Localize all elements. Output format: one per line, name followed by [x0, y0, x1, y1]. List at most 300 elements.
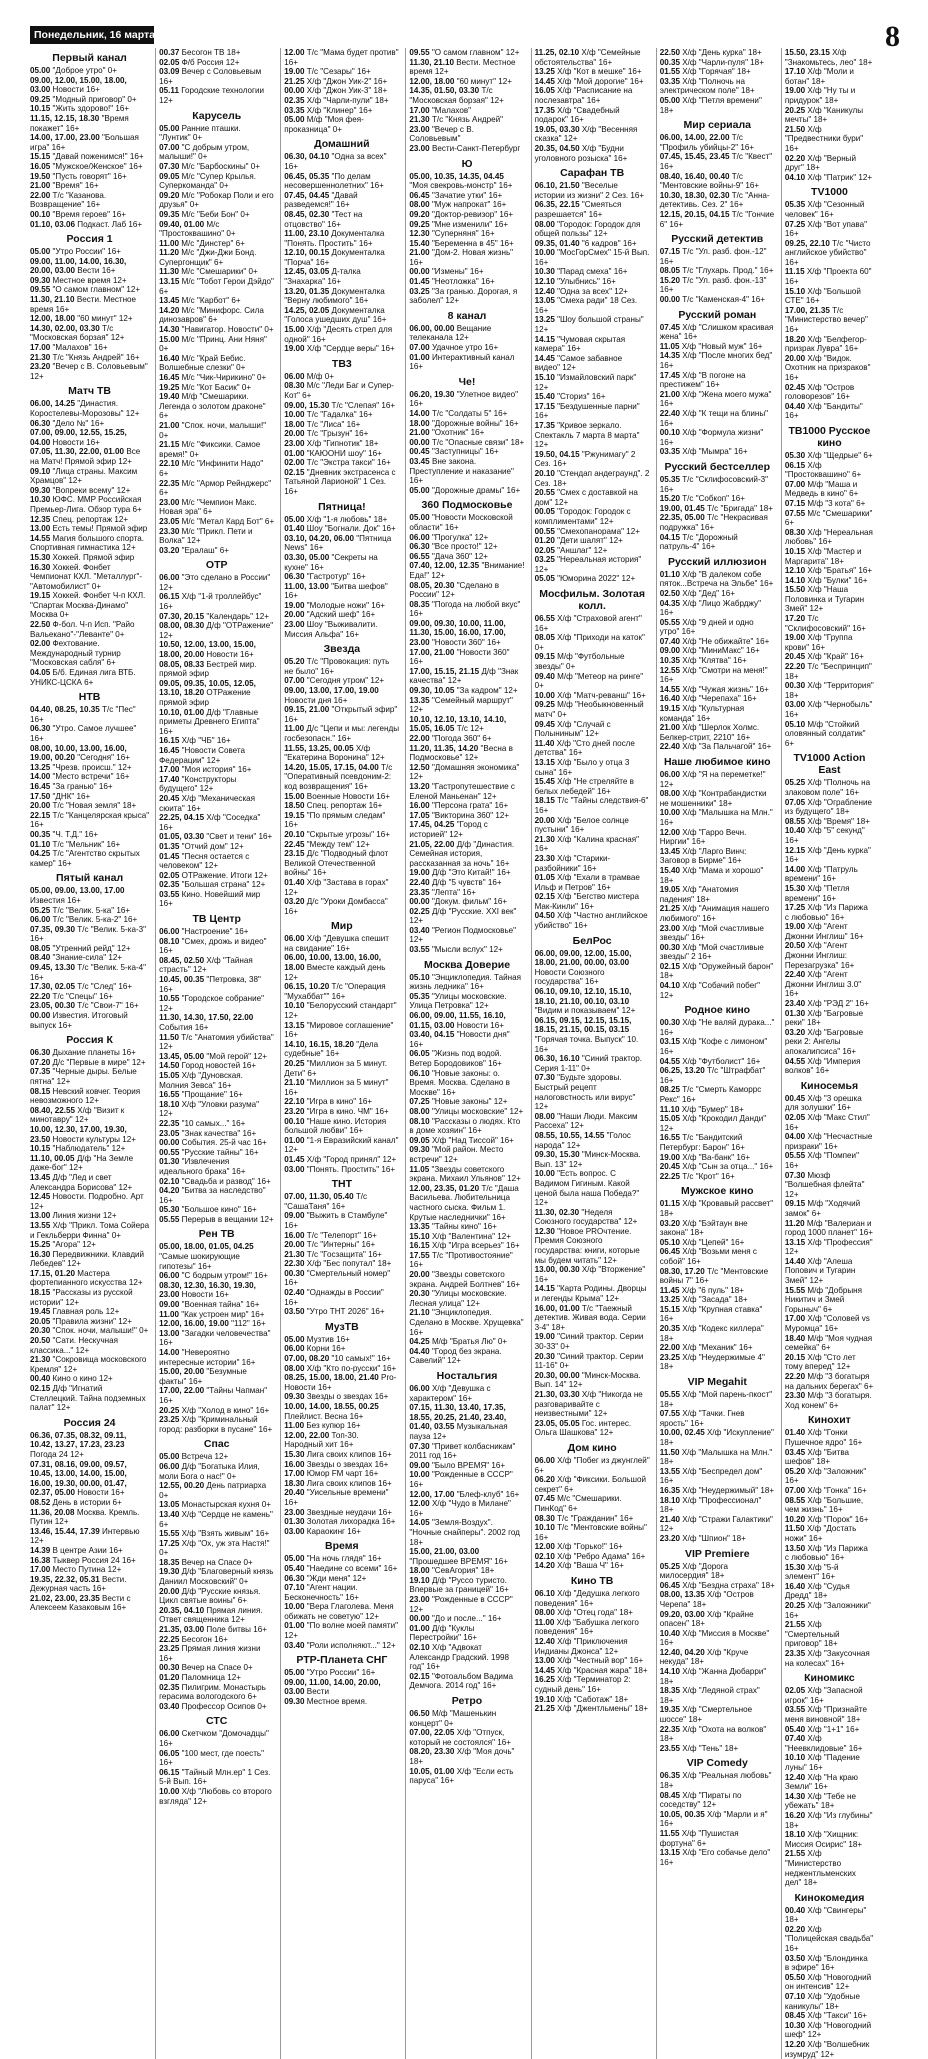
program-entry [785, 1057, 874, 1076]
program-title: Х/ф "Город принял" 12+ [306, 1154, 397, 1164]
program-time: 12.30 [534, 1226, 555, 1236]
program-time: 11.55 [659, 1828, 680, 1838]
program-entry [159, 1452, 274, 1462]
program-title: "Мой герой" 12+ [206, 1051, 268, 1061]
program-entry [159, 1013, 274, 1032]
program-time: 09.30, 10.05 [409, 686, 455, 696]
program-time: 09.25 [534, 700, 555, 710]
program-title: "Новые законы" 12+ [431, 1097, 508, 1107]
program-entry [660, 96, 775, 115]
channel-title: Москва Доверие [423, 958, 511, 971]
program-title: Х/ф "Контрабандистки не мошенники" 18+ [659, 789, 767, 808]
program-entry [159, 956, 274, 975]
program-title: "Голос народа" 12+ [534, 1130, 631, 1150]
program-time: 08.30, 17.20 [659, 1266, 705, 1276]
program-time: 22.00 [409, 734, 430, 743]
program-title: Х/ф "Верный друг" 18+ [784, 153, 856, 173]
program-entry [409, 353, 524, 372]
program-title: Х/ф "Щедрые" 6+ [807, 450, 873, 460]
program-time: 17.20 [784, 614, 806, 624]
program-time: 14.30, 02.00, 03.30 [30, 323, 100, 333]
schedule-column [531, 48, 650, 2059]
program-title: Х/ф "Прикл. Тома Сойера и Гекльберри Финна" 0+ [30, 1220, 150, 1240]
program-time: 16.35 [659, 1485, 680, 1495]
program-time: 09.10 [30, 466, 51, 476]
program-entry [284, 381, 399, 400]
program-entry [660, 494, 775, 504]
program-entry [660, 1791, 775, 1810]
program-time: 06.50 [409, 1709, 430, 1718]
program-entry [30, 191, 149, 210]
program-title: Х/ф "Джентльмены" 18+ [557, 1704, 649, 1714]
program-entry [785, 1467, 874, 1486]
program-title: Т/с "Велик. 5-ка" 16+ [52, 905, 131, 915]
channel-title: НТВ [78, 691, 101, 704]
program-time: 09.45 [534, 719, 555, 729]
program-time: 17.15, 01.20 [30, 1268, 76, 1278]
program-time: 02.00 [30, 639, 51, 649]
program-entry [159, 210, 274, 220]
program-time: 13.20 [409, 781, 430, 791]
program-entry [30, 1384, 149, 1413]
program-entry [660, 943, 775, 962]
program-entry [30, 1154, 149, 1173]
program-entry [409, 992, 524, 1011]
program-time: 21.30 [284, 1249, 305, 1259]
program-entry [535, 1265, 650, 1284]
program-entry [660, 723, 775, 742]
program-title: "Синий трактор. Серии 30-33" 0+ [534, 1332, 644, 1351]
program-title: "Семейный маршрут" 12+ [409, 695, 513, 715]
program-title: "Новые законы: о. Время. Москва. Сделано в Москве" 16+ [409, 1068, 510, 1097]
program-time: 14.30 [784, 1791, 806, 1801]
program-time: 13.05 [534, 296, 555, 306]
program-title: "Звезды советского экрана. Андрей Болтнев" 16+ [409, 1270, 521, 1289]
schedule-column [155, 48, 274, 2059]
program-time: 19.00 [534, 1332, 555, 1342]
program-title: Х/ф "Реальная любовь" 18+ [659, 1771, 772, 1790]
channel-title: Мосфильм. Золотая колл. [539, 588, 646, 613]
program-time: 09.30 [409, 1145, 430, 1155]
program-title: "Мужское/Женское" 16+ [52, 161, 143, 171]
program-title: Т/с "Профиль убийцы-2" 16+ [659, 133, 755, 152]
program-title: Т/с "Канцелярская крыса" 16+ [30, 810, 150, 830]
program-time: 04.40 [784, 401, 806, 411]
program-entry [159, 373, 274, 383]
program-entry [409, 1232, 524, 1242]
program-title: Х/ф "Девушка спешит на свидание" 16+ [284, 934, 389, 953]
program-title: Х/ф "День курка" 16+ [784, 845, 871, 865]
program-time: 09.20 [409, 209, 430, 219]
program-time: 22.30 [284, 1259, 305, 1269]
program-time: 07.00 [159, 142, 180, 152]
program-title: М/с "Беби Бон" 0+ [181, 209, 250, 219]
program-title: "Лица страны. Максим Храмцов" 12+ [30, 466, 138, 486]
program-title: Х/ф "Мама и хорошо" 18+ [659, 865, 764, 885]
program-title: Вести. Местное время 12+ [409, 57, 516, 77]
program-time: 10.55 [159, 994, 180, 1004]
program-title: "Заступницы" 16+ [431, 447, 499, 457]
program-time: 23.00 [409, 1595, 430, 1605]
program-time: 07.40 [659, 636, 680, 646]
program-title: Х/ф "РЭД 2" 16+ [807, 999, 869, 1009]
program-title: Монастырская кухня 0+ [181, 1500, 271, 1510]
program-title: Х/ф "Край" 16+ [807, 652, 864, 662]
program-time: 12.30 [409, 229, 430, 239]
program-time: 17.00 [30, 1565, 51, 1575]
program-time: 08.05, 08.33 [159, 659, 205, 669]
program-entry [660, 637, 775, 647]
program-time: 06.00 [659, 770, 680, 779]
program-time: 12.40, 04.20 [659, 1647, 705, 1657]
program-entry [284, 1192, 399, 1211]
program-time: 05.00 [30, 247, 51, 257]
program-entry [30, 419, 149, 429]
program-time: 01.30 [784, 1008, 806, 1018]
program-time: 03.35 [284, 105, 305, 115]
program-entry [660, 1409, 775, 1428]
program-title: "Время героев" 16+ [52, 209, 126, 219]
program-entry [30, 114, 149, 133]
program-entry [409, 409, 524, 419]
program-entry [30, 620, 149, 639]
program-entry [159, 1386, 274, 1405]
program-entry [785, 798, 874, 817]
program-time: 08.00, 10.00, 13.00, 16.00, 19.00, 00.20 [30, 743, 127, 763]
program-title: "КАЮОНИ шоу" 16+ [306, 448, 382, 458]
program-entry [409, 1251, 524, 1270]
program-entry [535, 144, 650, 163]
program-entry [409, 1403, 524, 1441]
program-time: 16.00 [284, 1459, 305, 1469]
program-time: 13.25 [30, 762, 51, 772]
program-entry [30, 257, 149, 276]
program-entry [660, 1428, 775, 1447]
program-entry [30, 1527, 149, 1546]
program-time: 07.31, 08.16, 09.00, 09.57, 10.45, 13.00, 14.00, 15.00, 16.00, 19.30, 00.00, 01.47, 02.37, 05.00 [30, 1459, 127, 1498]
program-entry [30, 1221, 149, 1240]
program-time: 01.10 [659, 569, 680, 579]
program-entry [660, 618, 775, 637]
program-entry [535, 450, 650, 469]
program-title: Х/ф "Анимация нашего любимого" 16+ [659, 904, 770, 923]
program-entry [660, 981, 775, 1000]
program-entry [785, 1601, 874, 1620]
program-title: Х/ф "3 орешка для золушки" 16+ [784, 1093, 862, 1113]
program-entry [409, 1566, 524, 1576]
program-title: "Жди меня" 12+ [306, 1573, 367, 1583]
program-title: Т/с "Казанова. Возвращение" 16+ [30, 190, 107, 210]
program-title: Т/с "След" 16+ [77, 982, 133, 992]
program-title: Т/с "Велик. 5-ка-4" 16+ [30, 963, 147, 982]
program-time: 02.15 [284, 467, 305, 477]
program-time: 15.30 [784, 883, 806, 893]
program-entry [409, 1442, 524, 1461]
program-entry [785, 1725, 874, 1735]
program-title: Х/ф "Приходи на каток" 0+ [534, 633, 645, 652]
program-entry [535, 911, 650, 930]
channel-title: Киномикс [804, 1672, 855, 1685]
program-entry [409, 86, 524, 105]
program-title: Х/ф "Падение луны" 16+ [784, 1753, 860, 1772]
program-entry [409, 907, 524, 926]
program-title: Х/ф "Агент Джонни Инглиш" 16+ [784, 922, 864, 941]
program-title: Х/ф "Булки" 16+ [807, 575, 868, 585]
program-entry [409, 1165, 524, 1184]
program-entry [30, 486, 149, 496]
program-time: 14.25, 02.05 [284, 305, 330, 315]
program-time: 03.00 [284, 1164, 305, 1174]
program-title: Магия большого спорта. Спортивная гимнастика 12+ [30, 533, 144, 553]
program-title: "Роли исполняют..." 12+ [306, 1640, 396, 1650]
program-title: "Настроение" 16+ [181, 927, 249, 937]
program-time: 12.00, 18.00 [409, 76, 455, 86]
program-title: М/с "Чик-Чирикино" 0+ [181, 373, 267, 382]
program-title: "Дорожные войны" 16+ [431, 418, 519, 428]
program-time: 12.45 [30, 1192, 51, 1202]
program-entry [159, 1310, 274, 1320]
program-time: 21.55 [784, 1849, 806, 1859]
program-time: 00.40 [784, 1905, 806, 1915]
program-entry [660, 924, 775, 943]
program-title: Поле битвы 16+ [206, 1625, 267, 1635]
program-entry [535, 1675, 650, 1694]
program-title: "Загадки человечества" 16+ [159, 1328, 271, 1348]
program-time: 02.10 [409, 1643, 430, 1653]
channel-title: 360 Подмосковье [421, 499, 513, 512]
program-time: 06.00 [409, 1384, 430, 1393]
program-title: Х/ф "Остров головорезов" 16+ [784, 382, 855, 402]
program-title: "Календарь" 12+ [206, 611, 269, 621]
program-entry [785, 1906, 874, 1925]
program-entry [535, 1514, 650, 1524]
program-title: Новости. Подробно. Арт 12+ [30, 1192, 144, 1211]
program-entry [159, 1587, 274, 1606]
program-time: 06.30 [30, 724, 51, 734]
program-time: 21.10 [284, 1078, 305, 1088]
program-title: "Аншлаг" 12+ [557, 545, 608, 555]
program-entry [660, 58, 775, 68]
program-time: 15.05 [659, 1114, 680, 1124]
program-time: 20.30, 00.00 [534, 1370, 580, 1380]
program-time: 13.00 [534, 1656, 555, 1666]
program-title: Х/ф "Фиксики. Большой секрет" 6+ [534, 1475, 647, 1494]
program-entry [30, 1336, 149, 1355]
program-title: "Понять. Простить" 16+ [306, 1164, 396, 1174]
program-title: "Одна за всех" 16+ [284, 152, 387, 171]
program-entry [660, 694, 775, 704]
program-title: Х/ф "Десять стрел для одной" 16+ [284, 325, 393, 344]
program-title: Есть темы! Прямой эфир [52, 524, 148, 534]
program-time: 21.15 [159, 440, 180, 450]
program-title: "Погода 360" 6+ [431, 734, 492, 743]
program-title: Т/с "Склифосовский" 16+ [784, 614, 866, 633]
program-entry [284, 601, 399, 611]
program-entry [284, 344, 399, 354]
program-entry [535, 672, 650, 691]
program-time: 16.15 [409, 1241, 430, 1251]
program-entry [535, 949, 650, 987]
program-time: 20.30 [534, 1351, 555, 1361]
program-time: 18.15 [30, 1288, 51, 1298]
program-entry [785, 1992, 874, 2011]
program-entry [159, 1787, 274, 1806]
program-title: Х/ф "Дорога милосердия" 18+ [659, 1561, 728, 1581]
program-time: 15.00 [284, 325, 305, 335]
program-entry [409, 1767, 524, 1786]
program-entry [284, 106, 399, 116]
program-time: 12.10 [534, 277, 555, 287]
program-time: 08.00 [534, 1111, 555, 1121]
program-title: В центре Азии 16+ [52, 1545, 123, 1555]
program-title: "Будьте здоровы. Быстрый рецепт налоговстность или вирус" 12+ [534, 1073, 636, 1112]
program-entry [159, 1348, 274, 1367]
program-title: Звезды о звездах 16+ [306, 1392, 389, 1402]
program-title: Т/с "Смерть Каморрс Рекс" 16+ [659, 1085, 762, 1104]
program-time: 20.45 [159, 793, 180, 803]
program-time: 23.05, 05.05 [534, 1418, 580, 1428]
program-entry [535, 1227, 650, 1265]
program-entry [284, 1621, 399, 1640]
program-entry [660, 1810, 775, 1829]
program-title: Тыквер Россия 24 16+ [52, 1555, 136, 1565]
program-entry [660, 475, 775, 494]
program-title: Шоу "Выживалити. Миссия Альфа" 16+ [284, 620, 378, 639]
program-entry [409, 1643, 524, 1672]
program-time: 00.00 [30, 1011, 51, 1021]
program-time: 05.10 [659, 1237, 680, 1247]
program-time: 09.00 [284, 1211, 305, 1221]
program-time: 10.10 [284, 1001, 305, 1011]
program-title: М/ф "Смешарики. Легенда о золотом драконе" 6+ [159, 392, 266, 421]
program-entry [535, 421, 650, 450]
program-title: "Новости 360" 16+ [409, 647, 510, 667]
program-title: Х/ф "Нереальная любовь" 16+ [784, 527, 873, 547]
program-time: 16.05 [534, 86, 555, 96]
program-entry [284, 152, 399, 171]
program-time: 06.35, 22.15 [534, 200, 580, 210]
program-time: 08.05 [30, 943, 51, 953]
program-title: "Беременна в 45" 16+ [431, 238, 514, 248]
program-time: 02.35 [159, 880, 180, 890]
program-title: Бестрей мир. прямой эфир [159, 659, 257, 679]
program-time: 04.20 [159, 1186, 180, 1196]
program-title: "Битва шефов" 16+ [284, 581, 388, 601]
program-title: Т/с "Московская борзая" 12+ [409, 86, 504, 105]
program-entry [785, 1151, 874, 1170]
program-time: 18.00 [409, 1566, 430, 1576]
program-title: Военные Новости 16+ [306, 791, 391, 801]
program-entry [535, 86, 650, 105]
program-entry [409, 390, 524, 409]
program-entry [660, 1219, 775, 1238]
program-time: 09.00, 11.00, 14.00, 20.00, 03.00 [284, 1677, 381, 1697]
program-title: Х/ф "Терминатор 2: судный день" 16+ [534, 1675, 631, 1694]
program-title: Д/ф "Благоверный князь Даниил Московский" 0+ [159, 1567, 274, 1587]
program-title: Погода 24 12+ [30, 1449, 84, 1459]
program-entry [660, 1467, 775, 1486]
program-entry [30, 1125, 149, 1144]
channel-title: Мир сериала [683, 119, 751, 132]
program-time: 10.00, 14.00, 18.55, 00.25 [284, 1402, 379, 1411]
program-time: 17.10 [784, 67, 806, 77]
program-title: Х/ф "Валентина" 12+ [431, 1231, 512, 1241]
program-entry [30, 744, 149, 763]
program-title: Вести 16+ [77, 266, 116, 276]
program-time: 20.35 [659, 1324, 680, 1334]
program-time: 23.00 [159, 497, 180, 507]
program-title: Д/ф "Династия. Семейная история, рассказанная за ночь" 16+ [409, 839, 515, 868]
program-entry [30, 763, 149, 773]
program-title: Х/ф "Ледяной страх" 18+ [659, 1686, 760, 1705]
program-time: 03.50 [784, 1953, 806, 1963]
program-time: 07.35 [30, 1067, 51, 1077]
program-time: 04.25 [409, 1337, 430, 1347]
program-title: Документалка "Верну любимого" 16+ [284, 286, 385, 306]
program-entry [535, 106, 650, 125]
program-entry [409, 878, 524, 888]
program-title: "Было ВРЕМЯ" 16+ [431, 1460, 506, 1470]
channel-title: Ю [461, 157, 473, 170]
program-time: 23.20 [659, 1533, 680, 1543]
program-title: "Знание-сила" 12+ [52, 953, 123, 963]
program-time: 20.00 [409, 1270, 430, 1280]
program-entry [409, 513, 524, 532]
program-title: "Игра в кино" 16+ [306, 1097, 373, 1107]
program-time: 20.30 [409, 1289, 430, 1299]
program-title: М/ф "Братья Лю" 0+ [431, 1337, 508, 1347]
program-title: М/с "Армор Рейнджерс" 6+ [159, 478, 272, 498]
program-time: 11.30, 14.30, 17.50, 22.00 [159, 1013, 254, 1023]
program-entry [284, 1641, 399, 1651]
program-entry [535, 354, 650, 373]
program-title: Х/ф "Такси" 16+ [807, 2011, 867, 2021]
program-time: 16.40 [784, 1581, 806, 1591]
program-title: "Сокровища московского Кремля" 12+ [30, 1355, 147, 1374]
program-title: М/с "Чемпион Макс. Новая эра" 6+ [159, 497, 257, 517]
program-time: 21.05, 22.00 [409, 839, 455, 849]
program-title: Х/ф "Петля времени" 16+ [784, 883, 850, 903]
program-time: 20.10 [284, 829, 305, 839]
program-title: Х/ф "К тещи на блины" 16+ [659, 409, 769, 428]
program-time: 05.00 [284, 1334, 305, 1344]
program-time: 22.25 [159, 1634, 180, 1644]
program-entry [535, 373, 650, 392]
program-time: 14.20 [159, 305, 180, 315]
program-entry [535, 1208, 650, 1227]
program-time: 19.00 [784, 86, 806, 96]
program-entry [409, 125, 524, 144]
program-time: 15.15 [30, 152, 51, 162]
program-entry [535, 1542, 650, 1552]
program-entry [284, 77, 399, 87]
program-time: 08.35 [409, 599, 430, 609]
program-title: "Мировое соглашение" 16+ [284, 1020, 394, 1040]
program-entry [284, 1040, 399, 1059]
program-time: 12.55 [659, 665, 680, 675]
program-time: 09.35 [159, 209, 180, 219]
program-time: 10.30 [534, 267, 555, 277]
program-time: 08.55 [784, 1495, 806, 1505]
program-time: 09.00, 15.30 [284, 400, 330, 410]
program-entry [159, 1157, 274, 1176]
program-entry [785, 1372, 874, 1391]
program-entry [30, 724, 149, 743]
channel-title: Родное кино [684, 1004, 751, 1017]
program-entry [785, 287, 874, 306]
program-title: Х/ф "Крокодил Данди" 12+ [659, 1114, 767, 1133]
program-title: Х/ф "Гонки Пушечное ядро" 16+ [784, 1428, 863, 1447]
